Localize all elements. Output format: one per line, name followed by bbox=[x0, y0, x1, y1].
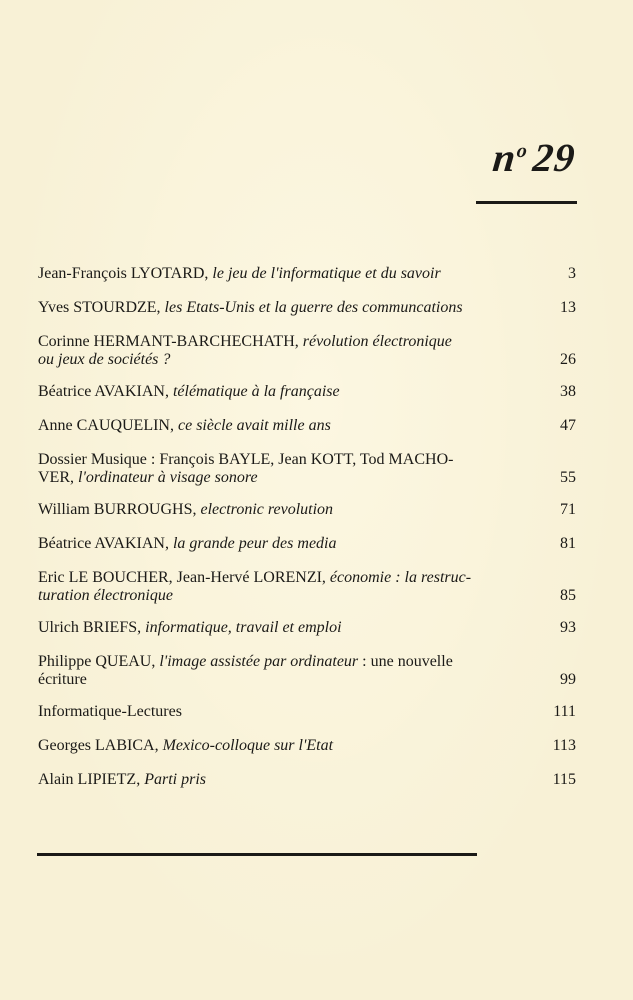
toc-line2 bbox=[38, 469, 532, 487]
toc-entry bbox=[38, 703, 576, 721]
toc-entry-text bbox=[38, 619, 532, 637]
toc-entry-text bbox=[38, 703, 532, 721]
toc-author: Georges LABICA, bbox=[38, 737, 163, 754]
toc-entry-text bbox=[38, 265, 532, 283]
toc-title-continued: turation électronique bbox=[38, 587, 173, 604]
toc-page-number: 38 bbox=[560, 383, 576, 400]
toc-title: télématique à la française bbox=[172, 383, 340, 400]
toc-title: les Etats-Unis et la guerre des communcations bbox=[164, 299, 463, 316]
toc-author: Informatique-Lectures bbox=[38, 703, 182, 720]
table-of-contents bbox=[38, 265, 576, 805]
toc-author: Béatrice AVAKIAN, bbox=[38, 383, 173, 400]
toc-entry-text bbox=[38, 653, 532, 689]
toc-entry-text bbox=[38, 299, 532, 317]
toc-title: ce siècle avait mille ans bbox=[177, 417, 331, 434]
toc-rest-continued: écriture bbox=[38, 671, 87, 688]
toc-entry-text bbox=[38, 383, 532, 401]
toc-author: Dossier Musique : François BAYLE, Jean KOTT, Tod MACHO- bbox=[38, 451, 454, 468]
toc-author: Béatrice AVAKIAN, bbox=[38, 535, 173, 552]
issue-number bbox=[490, 134, 577, 181]
toc-title: Mexico-colloque sur l'Etat bbox=[162, 737, 334, 754]
toc-title: la grande peur des media bbox=[172, 535, 337, 552]
toc-author: Yves STOURDZE, bbox=[38, 299, 165, 316]
toc-entry bbox=[38, 333, 576, 369]
toc-entry bbox=[38, 501, 576, 519]
toc-entry-text bbox=[38, 737, 532, 755]
toc-entry bbox=[38, 265, 576, 283]
toc-title: économie : la restruc- bbox=[329, 569, 472, 586]
toc-title: révolution électronique bbox=[302, 333, 452, 350]
toc-author: Philippe QUEAU, bbox=[38, 653, 160, 670]
toc-author: Ulrich BRIEFS, bbox=[38, 619, 146, 636]
toc-rest: : une nouvelle bbox=[358, 653, 453, 670]
toc-entry-text bbox=[38, 771, 532, 789]
toc-entry bbox=[38, 451, 576, 487]
toc-page-number: 13 bbox=[560, 299, 576, 316]
issue-number-value: 29 bbox=[530, 135, 578, 180]
toc-page-number: 26 bbox=[560, 351, 576, 368]
toc-page-number: 113 bbox=[552, 737, 576, 754]
toc-author: Corinne HERMANT-BARCHECHATH, bbox=[38, 333, 303, 350]
toc-author-continued: VER, bbox=[38, 469, 78, 486]
toc-page-number: 111 bbox=[553, 703, 576, 720]
toc-page-number: 93 bbox=[560, 619, 576, 636]
toc-entry bbox=[38, 771, 576, 789]
toc-page-number: 85 bbox=[560, 587, 576, 604]
toc-title: l'image assistée par ordinateur bbox=[159, 653, 359, 670]
toc-entry bbox=[38, 569, 576, 605]
toc-entry-text bbox=[38, 535, 532, 553]
toc-page-number: 3 bbox=[568, 265, 576, 282]
toc-entry-text bbox=[38, 417, 532, 435]
toc-page-number: 99 bbox=[560, 671, 576, 688]
toc-entry bbox=[38, 737, 576, 755]
issue-prefix: n bbox=[490, 135, 519, 180]
toc-title: Parti pris bbox=[144, 771, 206, 788]
toc-title: informatique, travail et emploi bbox=[145, 619, 342, 636]
toc-entry-text bbox=[38, 569, 532, 605]
toc-title: electronic revolution bbox=[200, 501, 334, 518]
toc-author: William BURROUGHS, bbox=[38, 501, 201, 518]
toc-entry-text bbox=[38, 451, 532, 487]
toc-author: Eric LE BOUCHER, Jean-Hervé LORENZI, bbox=[38, 569, 330, 586]
toc-page-number: 115 bbox=[552, 771, 576, 788]
toc-author: Alain LIPIETZ, bbox=[38, 771, 145, 788]
toc-author: Anne CAUQUELIN, bbox=[38, 417, 178, 434]
toc-author: Jean-François LYOTARD, bbox=[38, 265, 213, 282]
toc-entry bbox=[38, 417, 576, 435]
toc-title-continued: ou jeux de sociétés ? bbox=[38, 351, 171, 368]
top-divider bbox=[476, 201, 577, 204]
toc-entry bbox=[38, 299, 576, 317]
toc-entry-text bbox=[38, 501, 532, 519]
toc-page-number: 55 bbox=[560, 469, 576, 486]
toc-entry bbox=[38, 535, 576, 553]
toc-page-number: 71 bbox=[560, 501, 576, 518]
toc-page-number: 81 bbox=[560, 535, 576, 552]
toc-entry bbox=[38, 383, 576, 401]
toc-entry bbox=[38, 619, 576, 637]
bottom-divider bbox=[37, 853, 477, 856]
issue-superscript: o bbox=[515, 140, 529, 162]
toc-title: l'ordinateur à visage sonore bbox=[78, 469, 258, 486]
toc-title: le jeu de l'informatique et du savoir bbox=[212, 265, 441, 282]
toc-page-number: 47 bbox=[560, 417, 576, 434]
toc-entry-text bbox=[38, 333, 532, 369]
toc-entry bbox=[38, 653, 576, 689]
